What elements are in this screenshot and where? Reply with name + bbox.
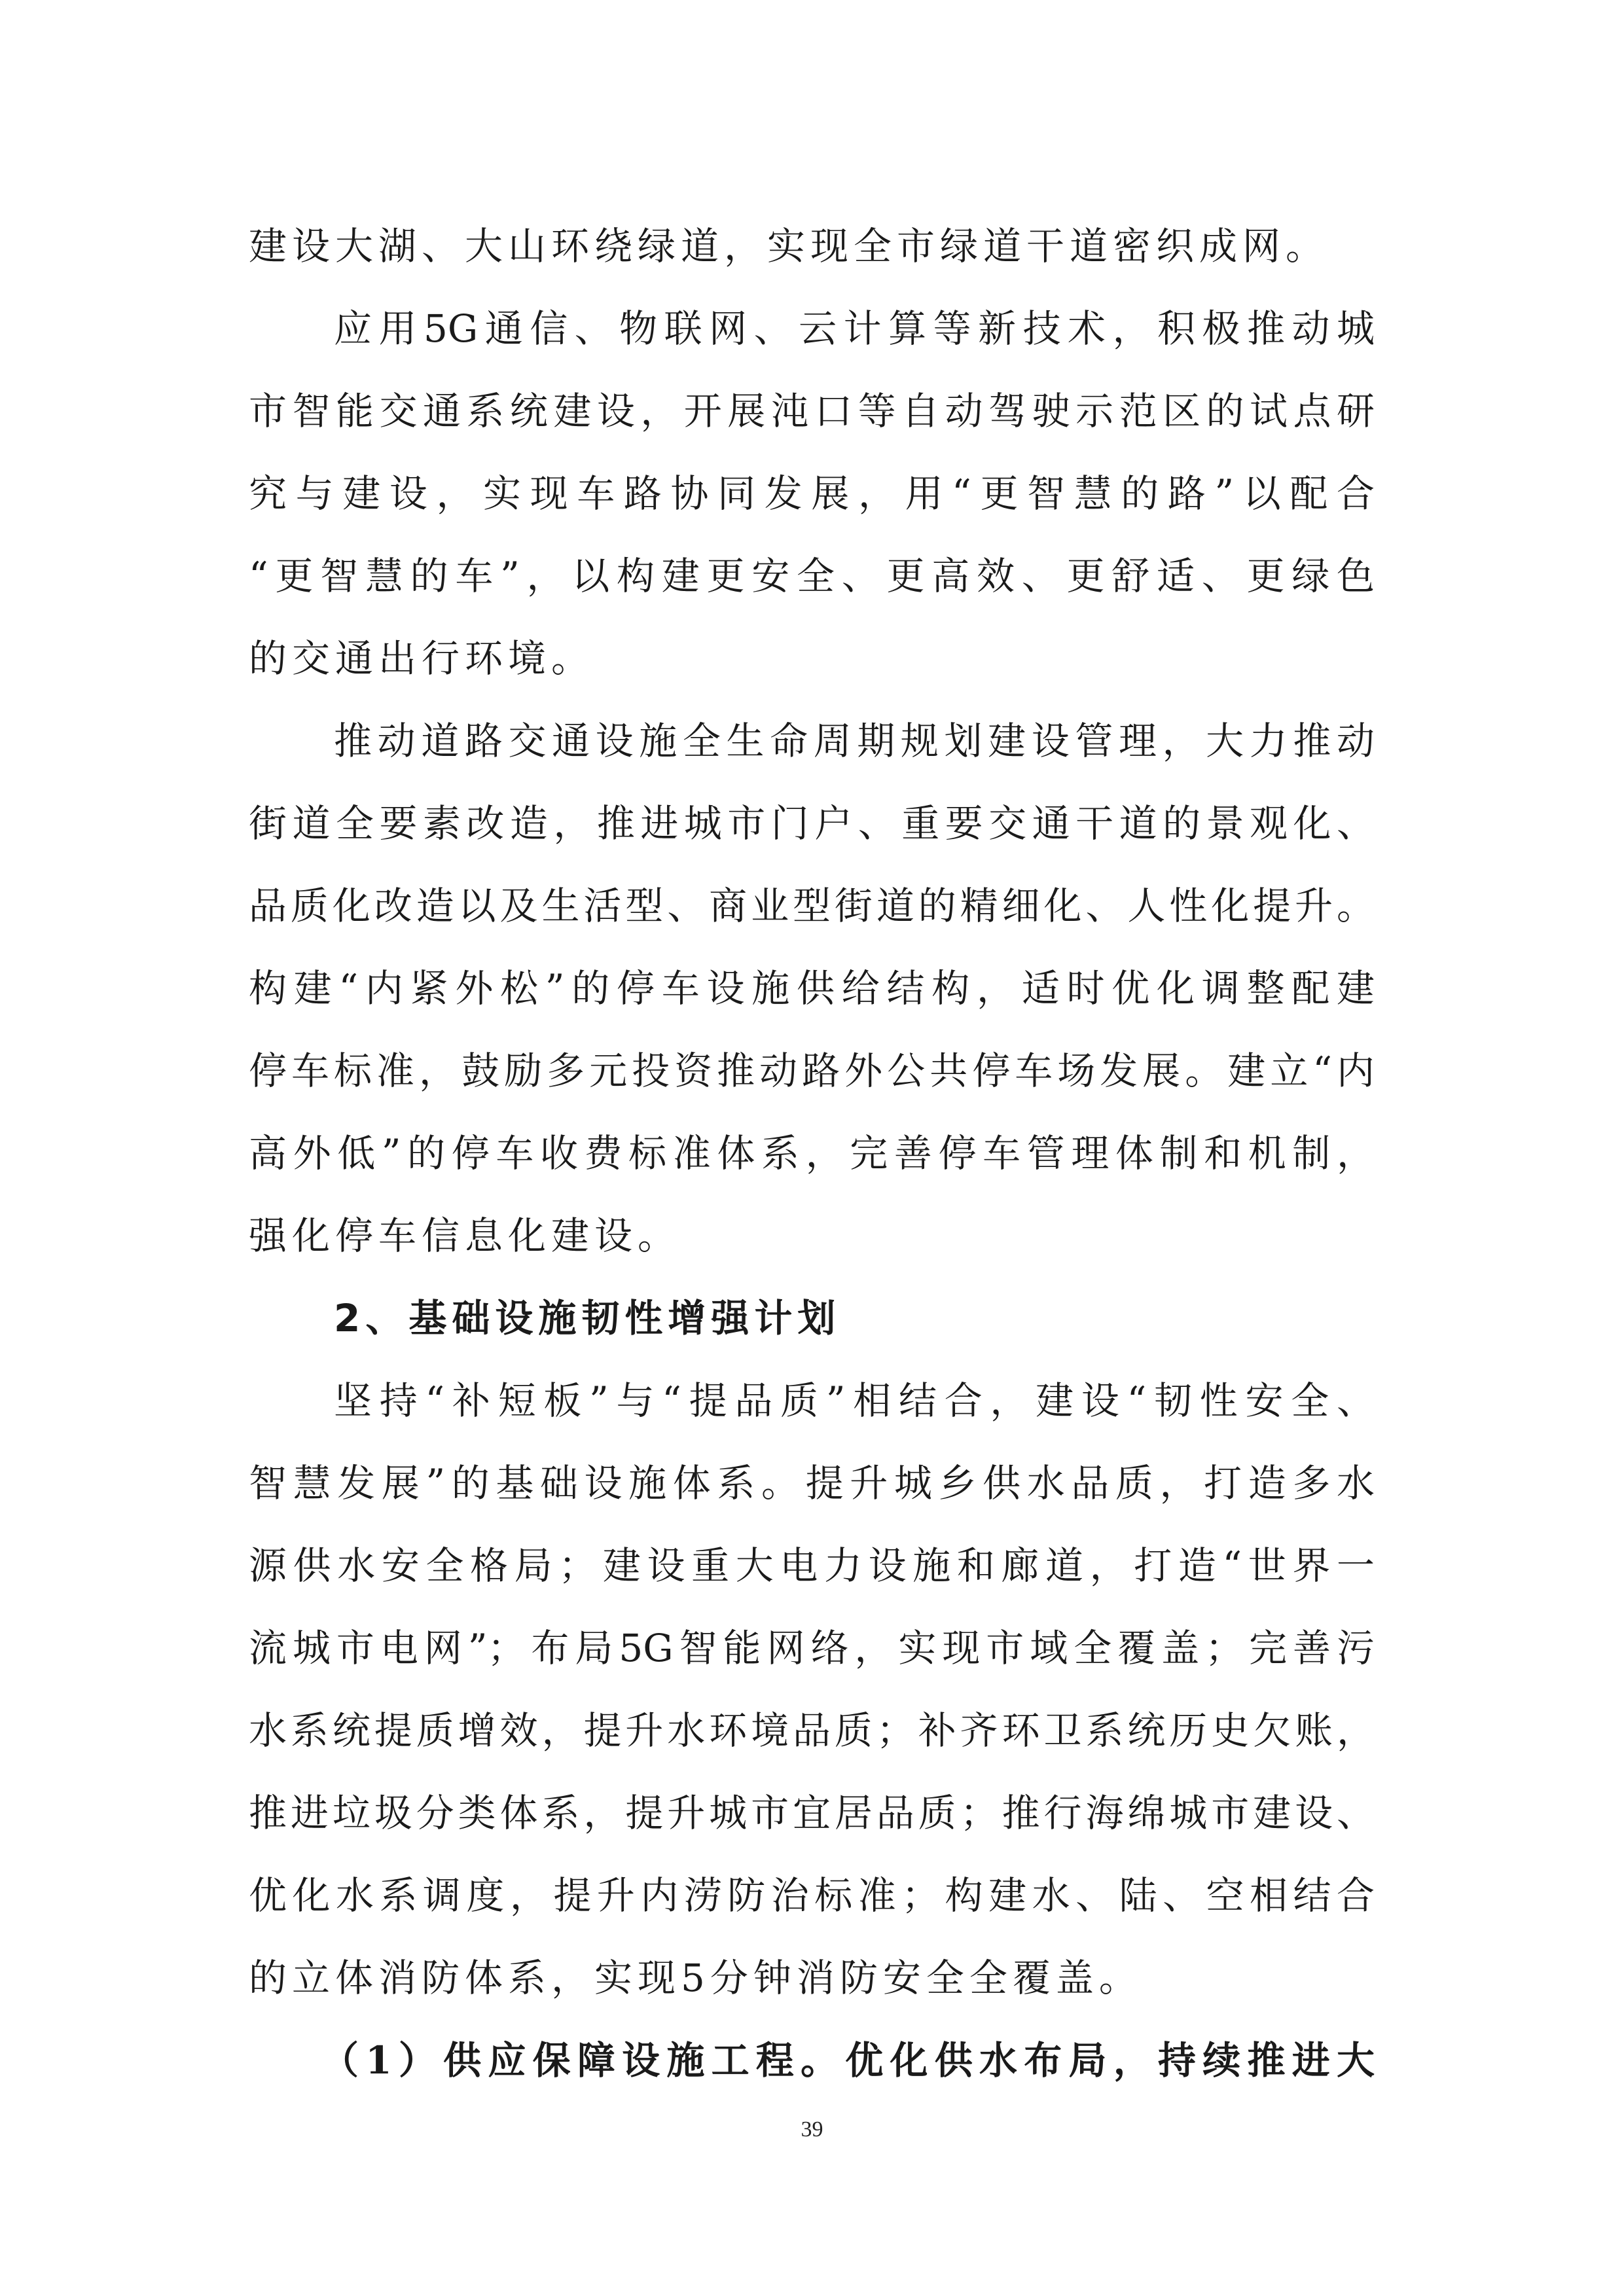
paragraph-line: 构建“内紧外松”的停车设施供给结构，适时优化调整配建 (249, 966, 1375, 1011)
paragraph-line: 智慧发展”的基础设施体系。提升城乡供水品质，打造多水 (249, 1461, 1375, 1505)
paragraph-line: 街道全要素改造，推进城市门户、重要交通干道的景观化、 (249, 801, 1375, 846)
paragraph-line: 推动道路交通设施全生命周期规划建设管理，大力推动 (334, 719, 1375, 763)
section-heading: 2、基础设施韧性增强计划 (334, 1296, 841, 1340)
paragraph-line: 优化水系调度，提升内涝防治标准；构建水、陆、空相结合 (249, 1873, 1375, 1918)
paragraph-line: 的立体消防体系，实现5分钟消防安全全覆盖。 (249, 1956, 1142, 2000)
paragraph-line: 推进垃圾分类体系，提升城市宜居品质；推行海绵城市建设、 (249, 1791, 1375, 1835)
page-number: 39 (801, 2117, 823, 2142)
subsection-heading: （1）供应保障设施工程。优化供水布局，持续推进大 (321, 2038, 1375, 2083)
paragraph-line: 源供水安全格局；建设重大电力设施和廊道，打造“世界一 (249, 1543, 1375, 1588)
paragraph-line: 究与建设，实现车路协同发展，用“更智慧的路”以配合 (249, 471, 1375, 516)
paragraph-line: 流城市电网”；布局5G智能网络，实现市域全覆盖；完善污 (249, 1626, 1375, 1670)
paragraph-line: 市智能交通系统建设，开展沌口等自动驾驶示范区的试点研 (249, 389, 1375, 433)
paragraph-line: 停车标准，鼓励多元投资推动路外公共停车场发展。建立“内 (249, 1049, 1375, 1093)
paragraph-line: 强化停车信息化建设。 (249, 1213, 681, 1258)
paragraph-line: 水系统提质增效，提升水环境品质；补齐环卫系统历史欠账， (249, 1708, 1375, 1753)
paragraph-line: “更智慧的车”，以构建更安全、更高效、更舒适、更绿色 (249, 554, 1375, 598)
paragraph-line: 的交通出行环境。 (249, 636, 595, 681)
paragraph-line: 应用5G通信、物联网、云计算等新技术，积极推动城 (334, 306, 1375, 351)
paragraph-line: 高外低”的停车收费标准体系，完善停车管理体制和机制， (249, 1131, 1375, 1175)
paragraph-line: 品质化改造以及生活型、商业型街道的精细化、人性化提升。 (249, 884, 1375, 928)
paragraph-line: 建设大湖、大山环绕绿道，实现全市绿道干道密织成网。 (249, 224, 1329, 268)
paragraph-line: 坚持“补短板”与“提品质”相结合，建设“韧性安全、 (334, 1378, 1375, 1423)
